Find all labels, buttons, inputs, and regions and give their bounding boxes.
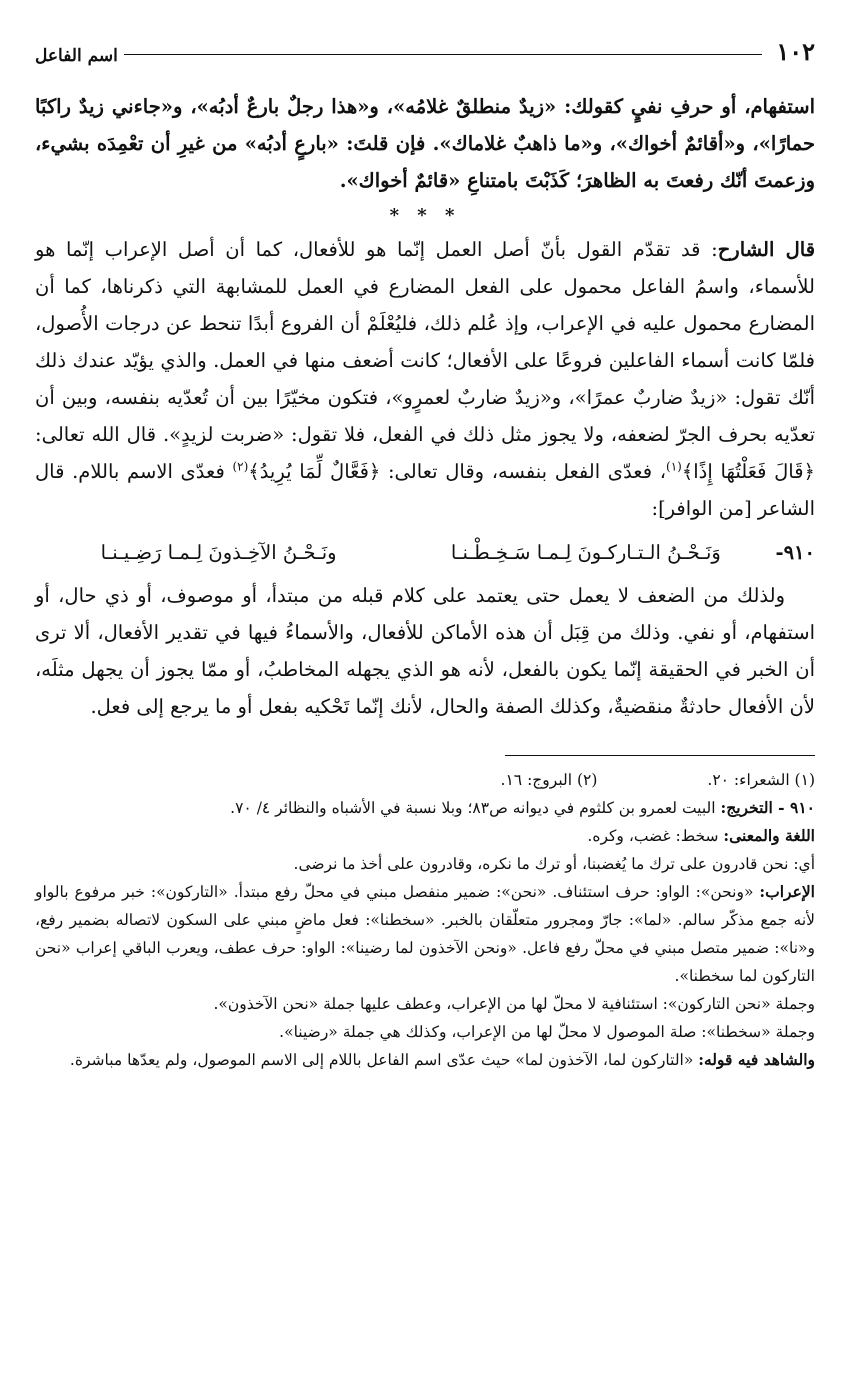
jumla-note-2: وجملة «سخطنا»: صلة الموصول لا محلّ لها من الإعراب، وكذلك هي جملة «رضينا». <box>279 1023 815 1041</box>
header-rule <box>124 54 762 55</box>
commentary-text-2: ، فعدّى الفعل بنفسه، وقال تعالى: ﴿فَعَّالٌ لِّمَا يُرِيدُ﴾ <box>248 460 666 483</box>
second-paragraph: ولذلك من الضعف لا يعمل حتى يعتمد على كلام قبله من مبتدأ، أو موصوف، أو ذي حال، أو استفهام، أو نفي. وذلك من قِبَل أن هذه الأماكن للأفعال، والأسماءُ فيها في تقدير الأفعال، ألا ترى أن الخبر في الحقيقة إنّما يكون بالفعل، لأنه هو الذي يجهله المخاطبُ، أو ممّا يجوز أن يجهل مثلَه، لأن الأفعال حادثةٌ منقضيةٌ، وكذلك الصفة والحال، لأنك إنّما تَحْكيه بفعل أو ما يرجع إلى فعل. <box>35 584 815 718</box>
section-separator: * * * <box>389 205 461 226</box>
commentary-paragraph <box>35 231 815 527</box>
meaning-note: أي: نحن قادرون على ترك ما يُغضبنا، أو ترك ما نكره، وقادرون على أخذ ما نرضى. <box>293 855 815 873</box>
quoted-text: استفهام، أو حرفِ نفيٍ كقولك: «زيدٌ منطلقٌ غلامُه»، و«هذا رجلٌ بارعٌ أدبُه»، و«جاءني زيدٌ راكبًا حمارًا»، و«أقائمٌ أخواك»، و«ما ذاهبٌ غلاماك». فإن قلتَ: «بارعٍ أدبُه» من غيرِ أن تعْمِدَه بشيء، وزعمتَ أنّك رفعتَ به الظاهرَ؛ كَذَبْتَ بامتناعِ «قائمٌ أخواك». <box>35 95 816 192</box>
lugha-note <box>35 822 815 850</box>
verse-number: ٩١٠- <box>775 541 815 564</box>
footnotes <box>35 766 815 1074</box>
book-page <box>35 30 815 1074</box>
footnote-references <box>35 766 815 794</box>
footnote-rule <box>505 755 815 756</box>
footnote-1: (١) الشعراء: ٢٠. <box>707 771 815 789</box>
shahid-label: والشاهد فيه قوله: <box>698 1050 815 1069</box>
page-number: ١٠٢ <box>776 37 815 66</box>
page-header <box>35 30 815 66</box>
commentary-text: : قد تقدّم القول بأنّ أصل العمل إنّما هو للأفعال، كما أن أصل الإعراب إنّما هو للأسماء، واسمُ الفاعل محمول على الفعل المضارع في العمل للمشابهة التي ذكرناها، كما أن المضارع محمول عليه في الإعراب، وإذ عُلم ذلك، فليُعْلَمْ أن الفروع أبدًا تنحط عن درجات الأُصول، فلمّا كانت أسماء الفاعلين فروعًا على الأفعال؛ كانت أضعف منها في العمل. والذي يؤيّد عندك ذلك أنّك تقول: «زيدٌ ضاربٌ عمرًا»، و«زيدٌ ضاربٌ لعمرٍو»، فتكون مخيّرًا بين أن تُعدّيه بنفسه، وبين أن تعدّيه بحرف الجرّ لضعفه، ولا يجوز مثل ذلك في الفعل، فلا تقول: «ضربت لزيدٍ». قال الله تعالى: ﴿قَالَ فَعَلْتُهَا إِذًا﴾ <box>35 238 815 483</box>
takhrij-note <box>35 794 815 822</box>
footnote-marker-1: (١) <box>666 459 682 474</box>
jumla-note-1: وجملة «نحن التاركون»: استئنافية لا محلّ لها من الإعراب، وعطف عليها جملة «نحن الآخذون». <box>213 995 815 1013</box>
main-text <box>35 88 815 725</box>
shahid-text: «التاركون لما، الآخذون لما» حيث عدّى اسم الفاعل باللام إلى الاسم الموصول، ولم يعدّها مباشرة. <box>69 1051 699 1069</box>
verse-first-hemistich: وَنَـحْـنُ الـتـاركـونَ لِـمـا سَـخِـطْـنـا <box>450 541 721 564</box>
lugha-label: اللغة والمعنى: <box>723 826 815 845</box>
takhrij-text: البيت لعمرو بن كلثوم في ديوانه ص٨٣؛ وبلا نسبة في الأشباه والنظائر ٤/ ٧٠. <box>230 799 721 817</box>
footnote-2: (٢) البروج: ١٦. <box>500 771 598 789</box>
irab-note <box>35 878 815 990</box>
takhrij-label: ٩١٠ - التخريج: <box>720 798 815 817</box>
running-title: اسم الفاعل <box>35 46 118 66</box>
commentary-label: قال الشارح <box>717 238 816 261</box>
irab-label: الإعراب: <box>759 882 815 901</box>
irab-text: «ونحن»: الواو: حرف استئناف. «نحن»: ضمير منفصل مبني في محلّ رفع مبتدأ. «التاركون»: خبر مرفوع بالواو لأنه جمع مذكّر سالم. «لما»: جارّ ومجرور متعلّقان بالخبر. «سخطنا»: فعل ماضٍ مبني على السكون لاتصاله بضمير رفع، و«نا»: ضمير متصل مبني في محلّ رفع فاعل. «ونحن الآخذون لما رضينا»: الواو: حرف عطف، ويعرب الباقي إعراب «نحن التاركون لما سخطنا». <box>35 883 815 985</box>
footnote-marker-2: (٢) <box>232 459 249 474</box>
lugha-text: سخط: غضب، وكره. <box>587 827 724 845</box>
commentary-text-3: فعدّى الاسم باللام. قال الشاعر [من الوافر]: <box>35 460 815 520</box>
shahid-note <box>35 1046 815 1074</box>
verse-second-hemistich: ونَـحْـنُ الآخِـذونَ لِـمـا رَضِـيـنـا <box>100 541 337 564</box>
poetry-verse <box>35 533 815 573</box>
